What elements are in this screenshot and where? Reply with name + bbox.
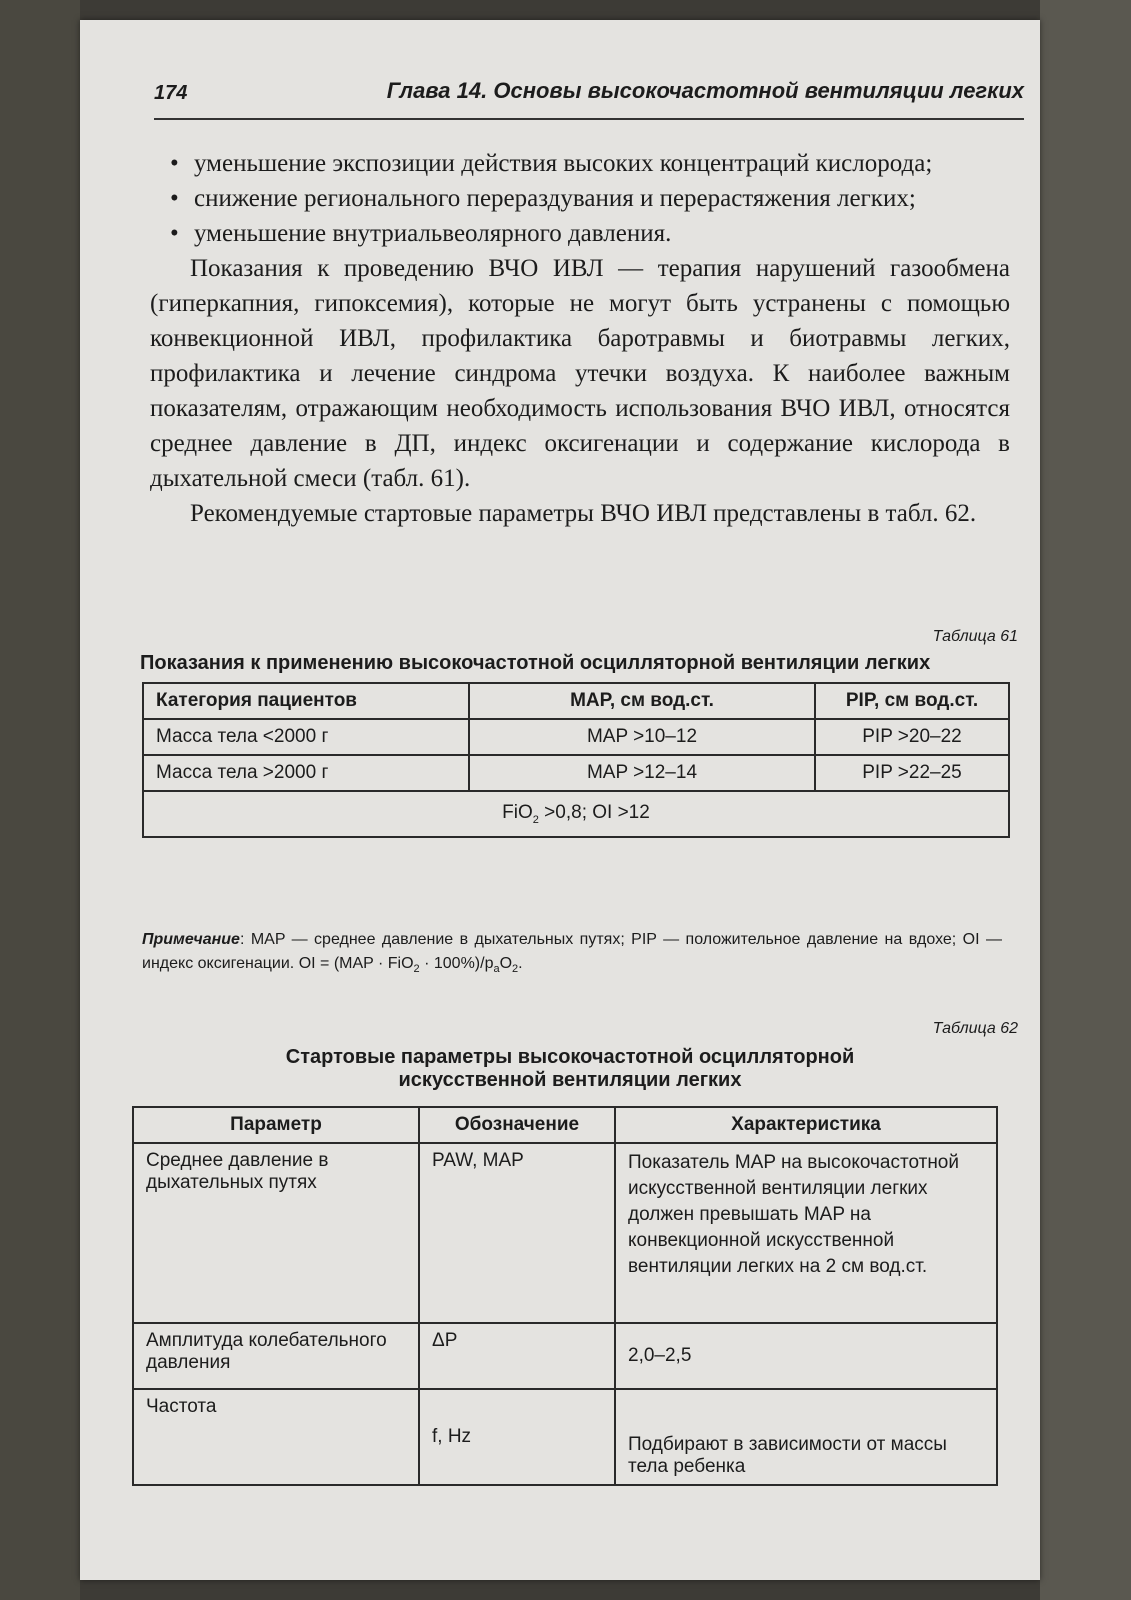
- table62-cell: PAW, MAP: [419, 1143, 615, 1323]
- background-left: [0, 0, 80, 1600]
- table61-cell: PIP >20–22: [815, 719, 1009, 755]
- table62-cell: f, Hz: [419, 1389, 615, 1485]
- table62-cell: Подбирают в зависимости от массы тела ребенка: [615, 1389, 997, 1485]
- bullet-item: • уменьшение внутриальвеолярного давления.: [150, 216, 1010, 251]
- table61-title: Показания к применению высокочастотной осцилляторной вентиляции легких: [140, 652, 931, 674]
- table-row: [133, 1143, 997, 1323]
- table62-cell: Среднее давление в дыхательных путях: [133, 1143, 419, 1323]
- table61-header: PIP, см вод.ст.: [815, 683, 1009, 719]
- note-label: Примечание: [142, 931, 240, 948]
- table62-header: Параметр: [133, 1107, 419, 1143]
- table62-header: Характеристика: [615, 1107, 997, 1143]
- table61-label: Таблица 61: [932, 628, 1018, 645]
- table-row: [133, 1389, 997, 1485]
- bullet-item: • уменьшение экспозиции действия высоких концентраций кислорода;: [150, 146, 1010, 181]
- table-row: [133, 1323, 997, 1389]
- table62-cell: Частота: [133, 1389, 419, 1485]
- body-text: [150, 146, 1010, 531]
- table61-note: Примечание: MAP — среднее давление в дыхательных путях; PIP — положительное давление на вдохе; OI — индекс оксигенации. OI = $(MAP \cdot FiO_2 \cdot 100\%)/p_aO_2$.: [142, 931, 1002, 976]
- table62-header: Обозначение: [419, 1107, 615, 1143]
- table62: [132, 1106, 998, 1486]
- table62-cell: Показатель MAP на высокочастотной искусственной вентиляции легких должен превышать MAP на конвекционной искусственной вентиляции легких на 2 см вод.ст.: [615, 1143, 997, 1323]
- table61-cell: MAP >10–12: [469, 719, 815, 755]
- running-header: [154, 78, 1024, 120]
- bullet-item: • снижение регионального перераздувания и перерастяжения легких;: [150, 181, 1010, 216]
- table-row: [143, 755, 1009, 791]
- table61-cell: Масса тела >2000 г: [143, 755, 469, 791]
- table62-cell: 2,0–2,5: [615, 1323, 997, 1389]
- table61-cell: Масса тела <2000 г: [143, 719, 469, 755]
- book-page: [80, 20, 1040, 1580]
- table61: [142, 682, 1010, 838]
- background-right: [1040, 0, 1131, 1600]
- table62-label: Таблица 62: [932, 1020, 1018, 1037]
- table62-cell: Амплитуда колебательного давления: [133, 1323, 419, 1389]
- table62-cell: ΔP: [419, 1323, 615, 1389]
- table61-cell: PIP >22–25: [815, 755, 1009, 791]
- table61-cell: MAP >12–14: [469, 755, 815, 791]
- chapter-title: Глава 14. Основы высокочастотной вентиляции легких: [386, 78, 1024, 103]
- bullet-list: [150, 146, 1010, 251]
- table62-title: Стартовые параметры высокочастотной осцилляторной искусственной вентиляции легких: [285, 1046, 855, 1091]
- page-number: 174: [154, 82, 188, 104]
- table61-footer: FiO$_2$ >0,8; OI >12: [143, 791, 1009, 837]
- table-row: [143, 719, 1009, 755]
- paragraph-start-params: Рекомендуемые стартовые параметры ВЧО ИВЛ представлены в табл. 62.: [190, 500, 977, 527]
- table61-header: MAP, см вод.ст.: [469, 683, 815, 719]
- table61-header: Категория пациентов: [143, 683, 469, 719]
- table-row: [143, 791, 1009, 837]
- paragraph-indications: Показания к проведению ВЧО ИВЛ — терапия нарушений газообмена (гиперкапния, гипоксемия), которые не могут быть устранены с помощью конвекционной ИВЛ, профилактика баротравмы и биотравмы легких, профилактика и лечение синдрома утечки воздуха. К наиболее важным показателям, отражающим необходимость использования ВЧО ИВЛ, относятся среднее давление в ДП, индекс оксигенации и содержание кислорода в дыхательной смеси (табл. 61).: [150, 255, 1010, 492]
